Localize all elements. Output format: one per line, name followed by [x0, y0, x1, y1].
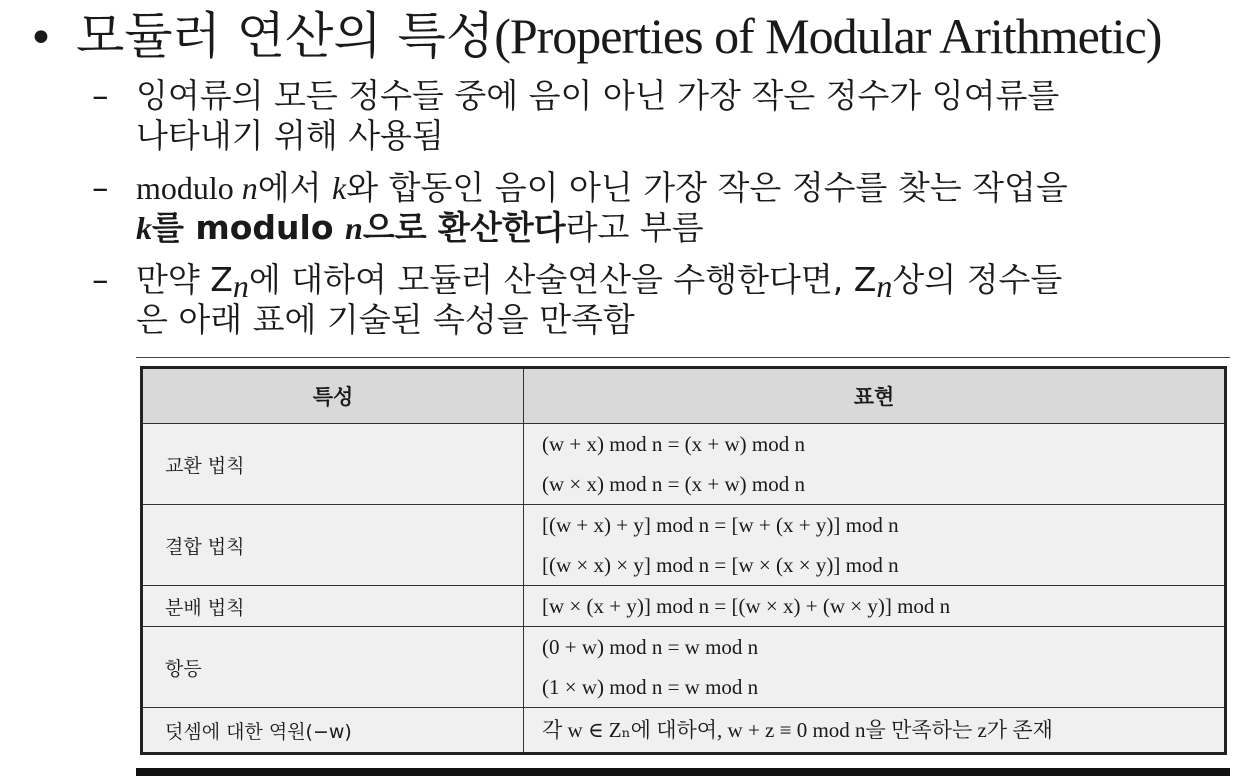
property-cell: 분배 법칙 [142, 586, 524, 627]
expression: (w × x) mod n = (x + w) mod n [542, 472, 806, 496]
expression-cell [524, 586, 1226, 627]
expression: [w × (x + y)] mod n = [(w × x) + (w × y)] mod n [542, 594, 951, 618]
expression: (0 + w) mod n = w mod n [542, 635, 759, 659]
text-segment: 라고 부름 [565, 208, 704, 247]
bullet-dot: • [28, 13, 54, 64]
text-segment: n [345, 210, 363, 246]
title-korean: 모듈러 연산의 특성 [76, 7, 495, 65]
property-cell: 덧셈에 대한 역원(−w) [142, 708, 524, 754]
item-line: 잉여류의 모든 정수들 중에 음이 아닌 가장 작은 정수가 잉여류를 [136, 76, 1060, 115]
properties-table [140, 366, 1227, 755]
list-item [92, 260, 1222, 340]
text-segment: modulo [136, 170, 242, 206]
table-row [142, 708, 1226, 754]
expression: (w + x) mod n = (x + w) mod n [542, 432, 806, 456]
text-segment: k [332, 170, 347, 206]
table-row [142, 627, 1226, 708]
table-row [142, 586, 1226, 627]
property-cell: 결합 법칙 [142, 505, 524, 586]
expression: [(w × x) × y] mod n = [w × (x × y)] mod n [542, 553, 899, 577]
table-row [142, 505, 1226, 586]
text-segment: 에 대하여 모듈러 산술연산을 수행한다면, Z [248, 260, 877, 299]
dash-marker: – [92, 168, 109, 207]
expression-cell [524, 708, 1226, 754]
text-segment: 으로 환산한다 [362, 208, 566, 247]
item-line [136, 208, 1222, 248]
item-line [136, 168, 1222, 208]
header-expression: 표현 [524, 368, 1226, 424]
text-segment: 에서 [257, 168, 333, 207]
list-item [92, 168, 1222, 248]
item-line: 나타내기 위해 사용됨 [136, 116, 444, 155]
property-cell: 항등 [142, 627, 524, 708]
text-segment: k [136, 210, 152, 246]
title-english: (Properties of Modular Arithmetic) [494, 8, 1162, 64]
text-segment: 상의 정수들 [892, 260, 1063, 299]
subscript: n [876, 268, 893, 304]
table-bottom-rule [136, 768, 1230, 776]
expression-cell [524, 627, 1226, 708]
item-line [136, 260, 1222, 304]
list-item [92, 76, 1222, 156]
table-header-row [142, 368, 1226, 424]
text-segment: 와 합동인 음이 아닌 가장 작은 정수를 찾는 작업을 [346, 168, 1068, 207]
dash-marker: – [92, 260, 109, 299]
property-cell: 교환 법칙 [142, 424, 524, 505]
table-top-rule [136, 357, 1230, 358]
header-property: 특성 [142, 368, 524, 424]
text-segment: n [241, 170, 258, 206]
table-row [142, 424, 1226, 505]
expression-cell [524, 424, 1226, 505]
expression: 각 w ∈ Zₙ에 대하여, w + z ≡ 0 mod n을 만족하는 z가 존재 [542, 718, 1053, 742]
text-segment: 만약 Z [136, 260, 233, 299]
bullet-list [92, 76, 1222, 352]
subscript: n [232, 268, 249, 304]
slide-title [28, 4, 1228, 71]
item-line: 은 아래 표에 기술된 속성을 만족함 [136, 300, 635, 339]
expression: (1 × w) mod n = w mod n [542, 675, 759, 699]
dash-marker: – [92, 76, 109, 115]
expression-cell [524, 505, 1226, 586]
text-segment: 를 modulo [152, 208, 346, 247]
expression: [(w + x) + y] mod n = [w + (x + y)] mod n [542, 513, 899, 537]
